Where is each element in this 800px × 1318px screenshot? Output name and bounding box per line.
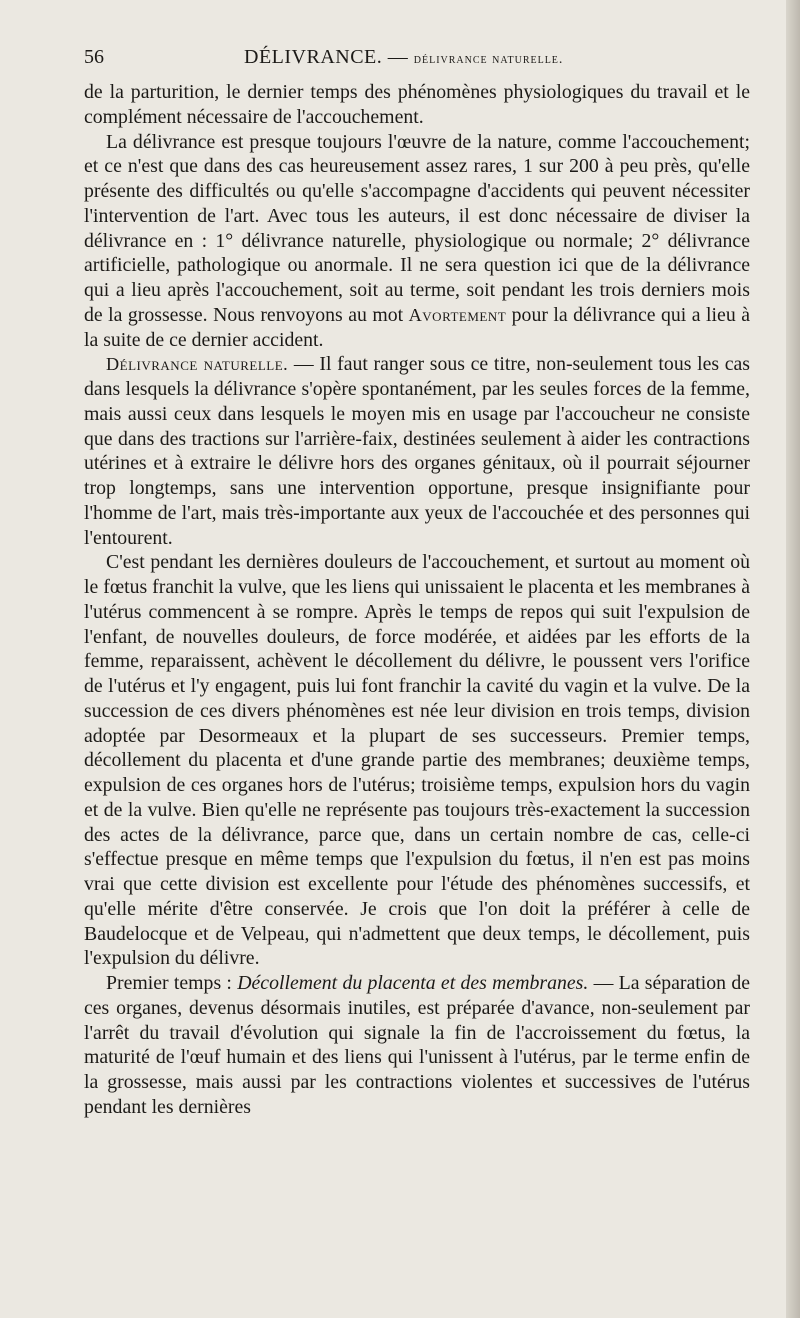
paragraph-phenomenes xyxy=(84,550,750,971)
running-header xyxy=(84,42,750,72)
running-title-sub: délivrance naturelle. xyxy=(413,52,564,67)
paragraph-text: — La séparation de ces organes, devenus désormais inutiles, est préparée d'avance, non-seulement par l'arrêt du travail d'évolution qui signale la fin de l'accroissement du fœtus, la maturité de l'œuf humain et des liens qui l'unissent à l'utérus, par le terme enfin de la grossesse, mais aussi par les contractions violentes et successives de l'utérus pendant les dernières xyxy=(84,972,751,1118)
cross-reference: Avortement xyxy=(408,304,507,325)
page-number: 56 xyxy=(84,46,104,68)
running-title-main: DÉLIVRANCE. xyxy=(244,46,383,68)
paragraph-premier-temps xyxy=(84,971,750,1120)
paragraph-text: La délivrance est presque toujours l'œuvre de la nature, comme l'accouchement; et ce n'est que dans des cas heureusement assez rares, 1 sur 200 à peu près, qu'elle présente des difficultés ou qu'elle s'accompagne d'accidents qui peuvent nécessiter l'intervention de l'art. Avec tous les auteurs, il est donc nécessaire de diviser la délivrance en : 1° délivrance naturelle, physiologique ou normale; 2° délivrance artificielle, pathologique ou anormale. Il ne sera question ici que de la délivrance qui a lieu après l'accouchement, soit au terme, soit pendant les trois derniers mois de la grossesse. Nous renvoyons au mot xyxy=(84,130,750,326)
paragraph-text: — Il faut ranger sous ce titre, non-seulement tous les cas dans lesquels la délivrance s'opère spontanément, par les seules forces de la femme, mais aussi ceux dans lesquels le moyen mis en usage par l'accoucheur ne consiste que dans des tractions sur l'arrière-faix, destinées seulement à aider les contractions utérines et à extraire le délivre hors des organes génitaux, où il pourrait séjourner trop longtemps, sans une intervention opportune, presque insignifiante pour l'homme de l'art, mais très-importante aux yeux de l'accouchée et des personnes qui l'entourent. xyxy=(84,353,750,549)
body-text xyxy=(84,80,750,1120)
paragraph-text: C'est pendant les dernières douleurs de l'accouchement, et surtout au moment où le fœtus franchit la vulve, que les liens qui unissaient le placenta et les membranes à l'utérus commencent à se rompre. Après le temps de repos qui suit l'expulsion de l'enfant, de nouvelles douleurs, de force modérée, et aidées par les efforts de la femme, reparaissent, achèvent le décollement du délivre, le poussent vers l'orifice de l'utérus et l'y engagent, puis lui font franchir la cavité du vagin et la vulve. De la succession de ces divers phénomènes est née leur division en trois temps, division adoptée par Desormeaux et la plupart de ses successeurs. Premier temps, décollement du placenta et d'une grande partie des membranes; deuxième temps, expulsion de ces organes hors de l'utérus; troisième temps, expulsion hors du vagin et de la vulve. Bien qu'elle ne représente pas toujours très-exactement la succession des actes de la délivrance, parce que, dans un certain nombre de cas, celle-ci s'effectue presque en même temps que l'expulsion du fœtus, il n'en est pas moins vrai que cette division est excellente pour l'étude des phénomènes successifs, et qu'elle mérite d'être conservée. Je crois que l'on doit la préférer à celle de Baudelocque et de Velpeau, qui n'admettent que deux temps, le décollement, puis l'expulsion du délivre. xyxy=(84,551,750,970)
running-title xyxy=(244,46,563,69)
paragraph-text: Premier temps : xyxy=(106,972,238,994)
paragraph-text: de la parturition, le dernier temps des phénomènes physiologiques du travail et le complément nécessaire de l'accouchement. xyxy=(84,81,750,128)
running-title-separator: — xyxy=(382,46,414,68)
paragraph-text: pour la délivrance qui a lieu à la suite de ce dernier accident. xyxy=(84,303,750,351)
page-edge xyxy=(786,0,800,1318)
subsection-heading: Décollement du placenta et des membranes. xyxy=(237,972,589,994)
paragraph-delivrance-naturelle xyxy=(84,352,750,550)
section-heading: Délivrance naturelle. xyxy=(106,354,289,375)
paragraph-continuation xyxy=(84,80,750,130)
paragraph-delivrance-intro xyxy=(84,130,750,353)
